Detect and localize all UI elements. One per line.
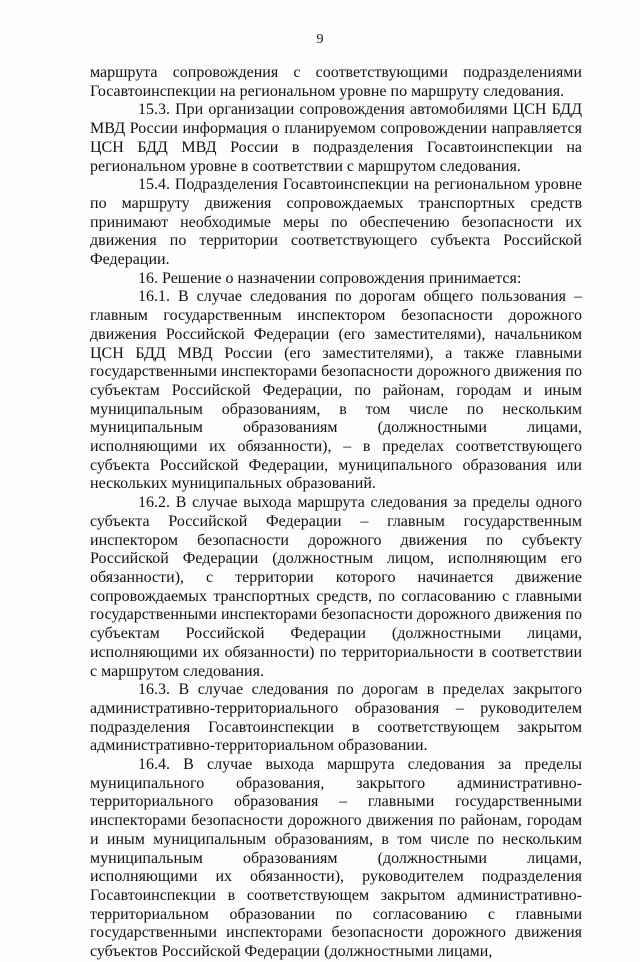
page-number: 9 <box>316 32 324 47</box>
paragraph-16-3: 16.3. В случае следования по дорогам в пределах закрытого административно-территориального образования – руководителем подразделения Госавтоинспекции в соответствующем закрытом административно-территориальном образовании. <box>90 681 582 755</box>
paragraph-16-1: 16.1. В случае следования по дорогам общего пользования – главным государственным инспектором безопасности дорожного движения Российской Федерации (его заместителями), начальником ЦСН БДД МВД России (его заместителями), а также главными государственными инспекторами безопасности дорожного движения по субъектам Российской Федерации, по районам, городам и иным муниципальным образованиям, в том числе по нескольким муниципальным образованиям (должностными лицами, исполняющими их обязанности), – в пределах соответствующего субъекта Российской Федерации, муниципального образования или нескольких муниципальных образований. <box>90 288 582 493</box>
paragraph-16: 16. Решение о назначении сопровождения принимается: <box>138 269 522 287</box>
document-body <box>90 64 582 962</box>
paragraph-16-2: 16.2. В случае выхода маршрута следования за пределы одного субъекта Российской Федерации – главным государственным инспектором безопасности дорожного движения по субъекту Российской Федерации (должностным лицом, исполняющим его обязанности), с территории которого начинается движение сопровождаемых транспортных средств, по согласованию с главными государственными инспекторами безопасности дорожного движения по субъектам Российской Федерации (должностными лицами, исполняющими их обязанности) по территориальности в соответствии с маршрутом следования. <box>90 494 582 680</box>
paragraph-16-4: 16.4. В случае выхода маршрута следования за пределы муниципального образования, закрытого административно-территориального образования – главными государственными инспекторами безопасности дорожного движения по районам, городам и иным муниципальным образованиям, в том числе по нескольким муниципальным образованиям (должностными лицами, исполняющими их обязанности), руководителем подразделения Госавтоинспекции в соответствующем закрытом административно-территориальном образовании по согласованию с главными государственными инспекторами безопасности дорожного движения субъектов Российской Федерации (должностными лицами, <box>90 756 582 961</box>
paragraph-15-2-continuation: маршрута сопровождения с соответствующими подразделениями Госавтоинспекции на региональном уровне по маршруту следования. <box>90 64 582 100</box>
paragraph-15-3: 15.3. При организации сопровождения автомобилями ЦСН БДД МВД России информация о планируемом сопровождении направляется ЦСН БДД МВД России в подразделения Госавтоинспекции на региональном уровне в соответствии с маршрутом следования. <box>90 101 582 175</box>
paragraph-15-4: 15.4. Подразделения Госавтоинспекции на региональном уровне по маршруту движения сопровождаемых транспортных средств принимают необходимые меры по обеспечению безопасности их движения по территории соответствующего субъекта Российской Федерации. <box>90 176 582 269</box>
